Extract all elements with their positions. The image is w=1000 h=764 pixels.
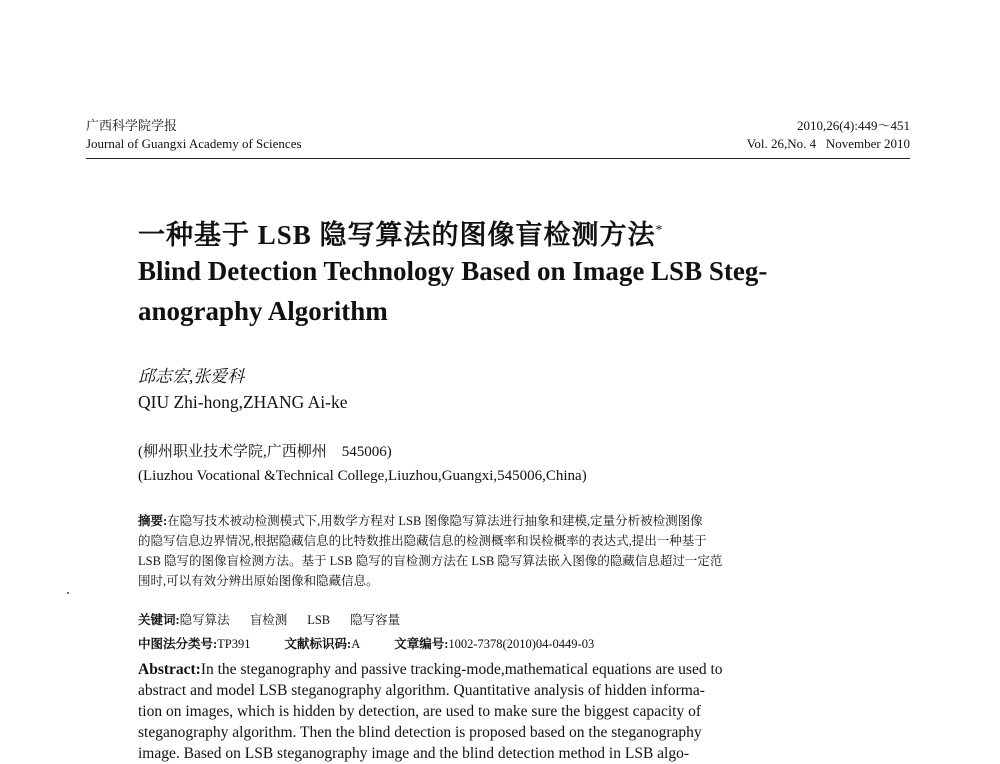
volume-date [747,136,910,152]
issue-date: November 2010 [825,136,910,151]
keywords [138,610,400,630]
abstract-cn-line: 围时,可以有效分辨出原始图像和隐藏信息。 [138,574,379,588]
abstract-en-line: abstract and model LSB steganography algorithm. Quantitative analysis of hidden informa- [138,682,705,699]
abstract-cn-label: 摘要: [138,514,168,528]
abstract-cn [138,511,722,591]
journal-name-cn: 广西科学院学报 [86,118,178,133]
classification [138,634,594,654]
title-en-line-2: anography Algorithm [138,296,388,326]
clc-label: 中图法分类号: [138,637,218,651]
header-rule [86,158,910,159]
authors-en: QIU Zhi-hong,ZHANG Ai-ke [138,392,348,412]
scan-speck [67,592,69,594]
keywords-label: 关键词: [138,613,180,627]
keyword: LSB [307,613,331,627]
abstract-cn-line: LSB 隐写的图像盲检测方法。基于 LSB 隐写的盲检测方法在 LSB 隐写算法嵌入图像的隐藏信息超过一定范 [138,554,723,568]
abstract-cn-line: 摘要:在隐写技术被动检测模式下,用数学方程对 LSB 图像隐写算法进行抽象和建模,定量分析被检测图像 [138,514,703,528]
title-cn [138,213,664,252]
abstract-en-label: Abstract: [138,661,201,678]
journal-name-en: Journal of Guangxi Academy of Sciences [86,136,302,151]
abstract-en-line: image. Based on LSB steganography image and the blind detection method in LSB algo- [138,745,689,762]
clc-value: TP391 [217,637,251,651]
doc-code-value: A [351,637,361,651]
article-number-value: 1002-7378(2010)04-0449-03 [448,637,595,651]
abstract-en [138,659,723,764]
abstract-en-line: tion on images, which is hidden by detection, are used to make sure the biggest capacity of [138,703,702,720]
abstract-cn-line: 的隐写信息边界情况,根据隐藏信息的比特数推出隐藏信息的检测概率和误检概率的表达式,提出一种基于 [138,534,707,548]
article-number-label: 文章编号: [394,637,449,651]
title-footnote-mark: * [655,223,664,238]
citation: 2010,26(4):449～451 [796,118,910,133]
abstract-en-line: steganography algorithm. Then the blind detection is proposed based on the steganography [138,724,702,741]
title-cn-text: 一种基于 LSB 隐写算法的图像盲检测方法 [138,220,656,250]
authors-cn: 邱志宏,张爱科 [138,367,245,386]
affiliation-cn: (柳州职业技术学院,广西柳州 545006) [138,444,392,460]
keyword: 隐写容量 [350,613,401,627]
doc-code-label: 文献标识码: [284,637,352,651]
keyword: 隐写算法 [179,613,230,627]
abstract-en-line: Abstract:In the steganography and passive tracking-mode,mathematical equations are used to [138,661,723,678]
volume: Vol. 26,No. 4 [746,136,817,151]
keyword: 盲检测 [249,613,288,627]
title-en-line-1: Blind Detection Technology Based on Image LSB Steg- [138,256,768,286]
affiliation-en: (Liuzhou Vocational &Technical College,Liuzhou,Guangxi,545006,China) [138,468,587,484]
